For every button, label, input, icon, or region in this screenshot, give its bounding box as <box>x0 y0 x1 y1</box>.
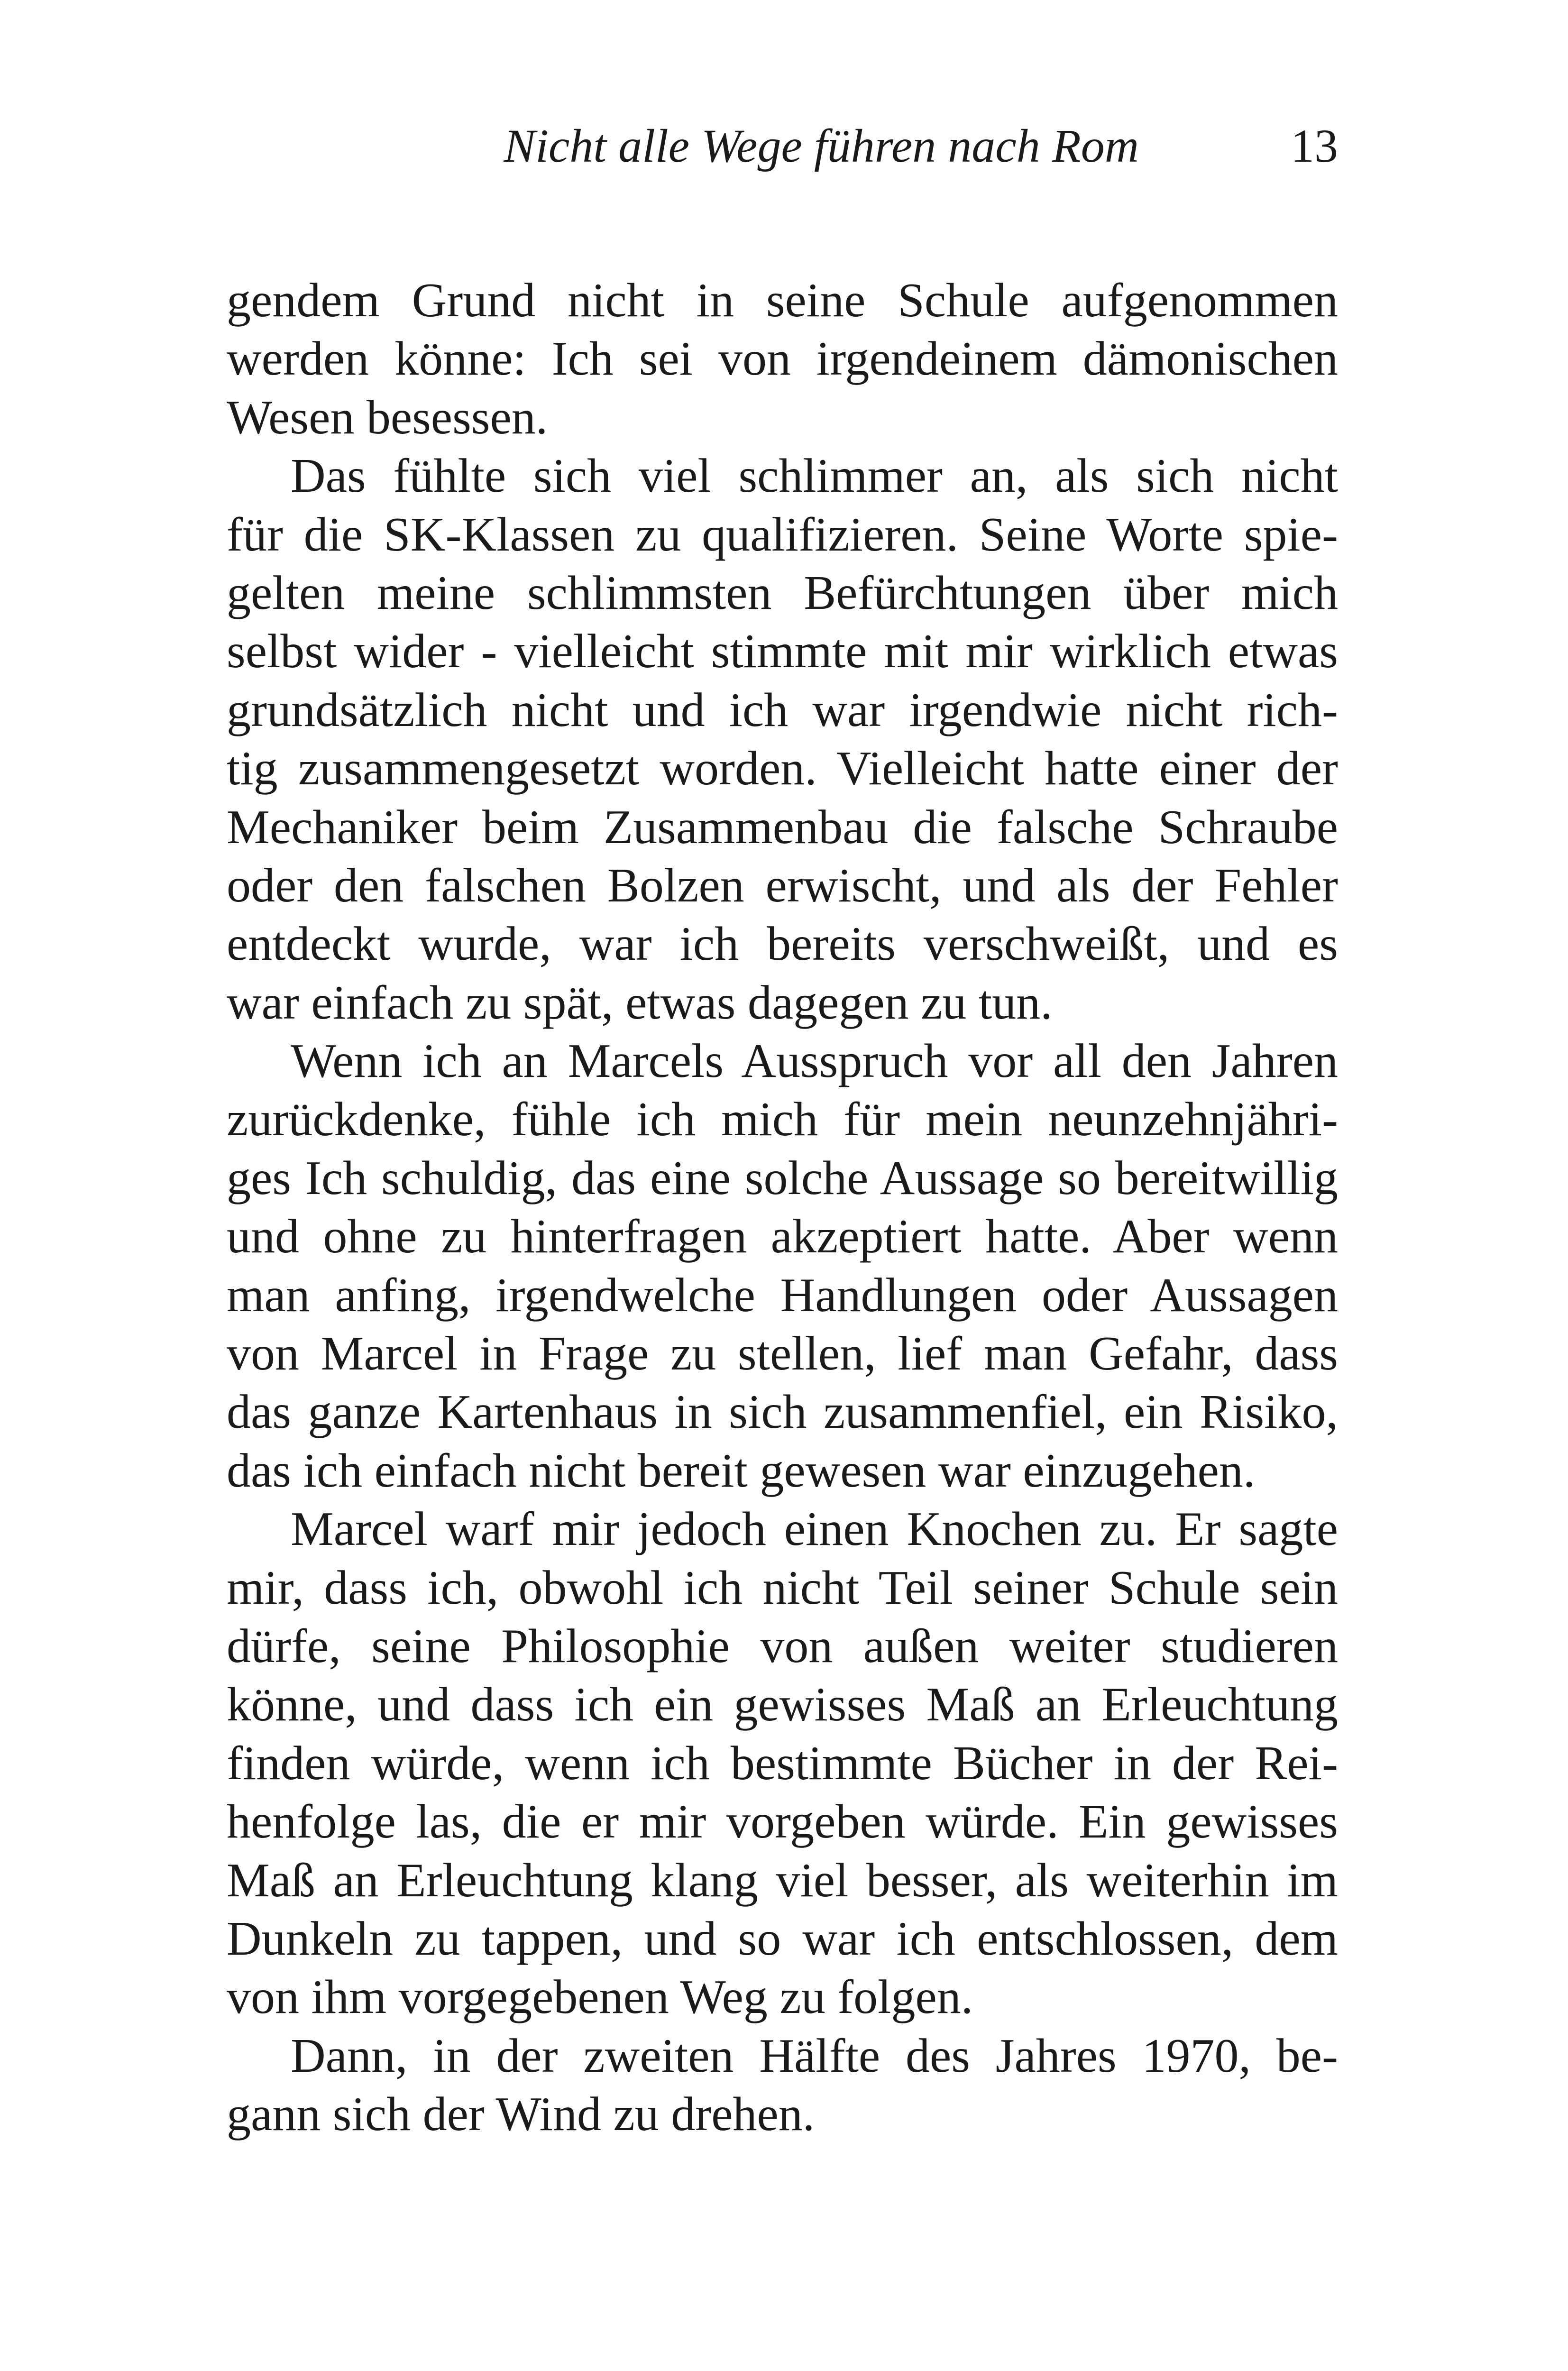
text-line: Dunkeln zu tappen, und so war ich entschlossen, dem <box>227 1912 1338 1966</box>
text-line: werden könne: Ich sei von irgendeinem dämonischen <box>227 332 1338 386</box>
body-text <box>227 271 1338 2144</box>
text-line: für die SK-Klassen zu qualifizieren. Seine Worte spie- <box>227 507 1338 561</box>
text-line: ges Ich schuldig, das eine solche Aussage so bereitwillig <box>227 1151 1338 1205</box>
text-line: Dann, in der zweiten Hälfte des Jahres 1970, be- <box>291 2029 1338 2083</box>
text-line: Wesen besessen. <box>227 390 548 444</box>
running-head <box>227 113 1338 179</box>
running-title: Nicht alle Wege führen nach Rom <box>504 119 1139 172</box>
text-line: das ich einfach nicht bereit gewesen war einzugehen. <box>227 1443 1256 1498</box>
text-line: Mechaniker beim Zusammenbau die falsche Schraube <box>227 800 1338 854</box>
text-line: zurückdenke, fühle ich mich für mein neunzehnjähri- <box>227 1093 1338 1147</box>
text-line: man anfing, irgendwelche Handlungen oder Aussagen <box>227 1268 1338 1322</box>
page-number: 13 <box>1291 119 1338 172</box>
text-line: war einfach zu spät, etwas dagegen zu tun. <box>227 975 1053 1029</box>
text-line: mir, dass ich, obwohl ich nicht Teil seiner Schule sein <box>227 1561 1338 1615</box>
text-line: das ganze Kartenhaus in sich zusammenfiel, ein Risiko, <box>227 1385 1338 1439</box>
text-line: Marcel warf mir jedoch einen Knochen zu. Er sagte <box>291 1502 1338 1556</box>
text-line: von ihm vorgegebenen Weg zu folgen. <box>227 1970 973 2024</box>
text-line: tig zusammengesetzt worden. Vielleicht hatte einer der <box>227 742 1338 796</box>
text-line: Maß an Erleuchtung klang viel besser, als weiterhin im <box>227 1853 1338 1907</box>
text-line: entdeckt wurde, war ich bereits verschweißt, und es <box>227 917 1338 971</box>
text-line: könne, und dass ich ein gewisses Maß an Erleuchtung <box>227 1678 1338 1732</box>
text-line: henfolge las, die er mir vorgeben würde. Ein gewisses <box>227 1795 1338 1849</box>
text-line: Wenn ich an Marcels Ausspruch vor all den Jahren <box>291 1034 1338 1088</box>
text-line: gelten meine schlimmsten Befürchtungen über mich <box>227 566 1338 620</box>
text-line: finden würde, wenn ich bestimmte Bücher in der Rei- <box>227 1736 1338 1790</box>
text-line: von Marcel in Frage zu stellen, lief man Gefahr, dass <box>227 1327 1338 1381</box>
text-line: selbst wider - vielleicht stimmte mit mir wirklich etwas <box>227 625 1338 679</box>
text-line: grundsätzlich nicht und ich war irgendwie nicht rich- <box>227 683 1338 737</box>
text-line: oder den falschen Bolzen erwischt, und als der Fehler <box>227 858 1338 912</box>
text-line: gendem Grund nicht in seine Schule aufgenommen <box>227 274 1338 327</box>
text-line: dürfe, seine Philosophie von außen weiter studieren <box>227 1619 1338 1673</box>
text-line: Das fühlte sich viel schlimmer an, als sich nicht <box>291 449 1338 503</box>
text-line: gann sich der Wind zu drehen. <box>227 2087 815 2141</box>
text-line: und ohne zu hinterfragen akzeptiert hatte. Aber wenn <box>227 1210 1338 1264</box>
